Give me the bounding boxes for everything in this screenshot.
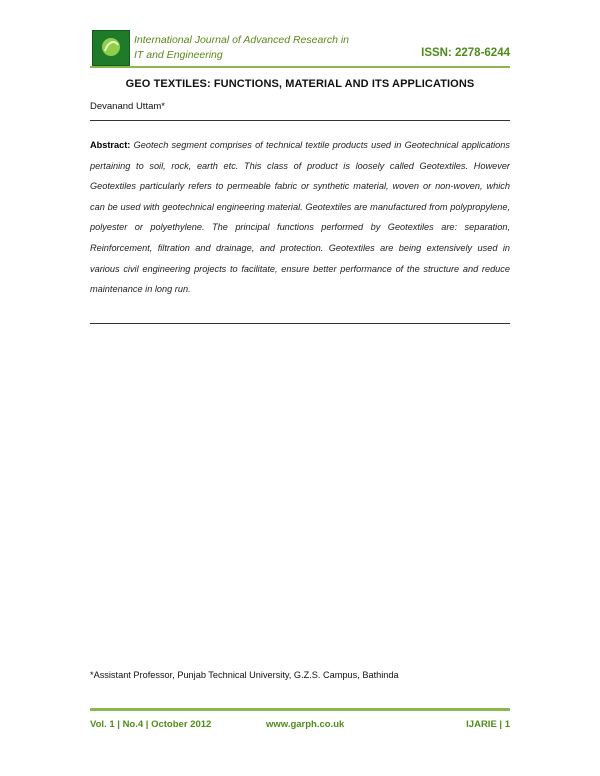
- footer-website[interactable]: www.garph.co.uk: [266, 719, 345, 730]
- article-author: Devanand Uttam*: [90, 101, 165, 112]
- journal-logo-icon: [92, 30, 130, 66]
- abstract-label: Abstract:: [90, 140, 131, 150]
- footer-volume: Vol. 1 | No.4 | October 2012: [90, 719, 212, 730]
- header-divider: [90, 66, 510, 68]
- page-footer: [90, 719, 510, 733]
- abstract-bottom-rule: [90, 323, 510, 324]
- footer-divider: [90, 708, 510, 711]
- abstract-text: Geotech segment comprises of technical textile products used in Geotechnical applications pertaining to soil, rock, earth etc. This class of product is loosely called Geotextiles. However Geotextiles particularly refers to permeable fabric or synthetic material, woven or non-woven, which can be used with geotechnical engineering material. Geotextiles are manufactured from polypropylene, polyester or polyethylene. The principal functions performed by Geotextiles are: separation, Reinforcement, filtration and drainage, and protection.: [90, 140, 510, 253]
- abstract: [90, 135, 510, 300]
- issn: ISSN: 2278-6244: [421, 47, 510, 59]
- author-footnote: *Assistant Professor, Punjab Technical University, G.Z.S. Campus, Bathinda: [90, 670, 399, 680]
- article-title: GEO TEXTILES: FUNCTIONS, MATERIAL AND ITS APPLICATIONS: [125, 78, 475, 90]
- footer-page-number: IJARIE | 1: [466, 719, 510, 730]
- journal-name: [134, 33, 374, 63]
- journal-name-line2: IT and Engineering: [134, 49, 223, 61]
- abstract-top-rule: [90, 120, 510, 121]
- abstract-bold-text: Geotextiles are being extensively used in various civil engineering projects to facilitate, ensure better performance of the structure and reduce maintenance in long run.: [90, 242, 510, 295]
- journal-name-line1: International Journal of Advanced Research in: [134, 34, 349, 46]
